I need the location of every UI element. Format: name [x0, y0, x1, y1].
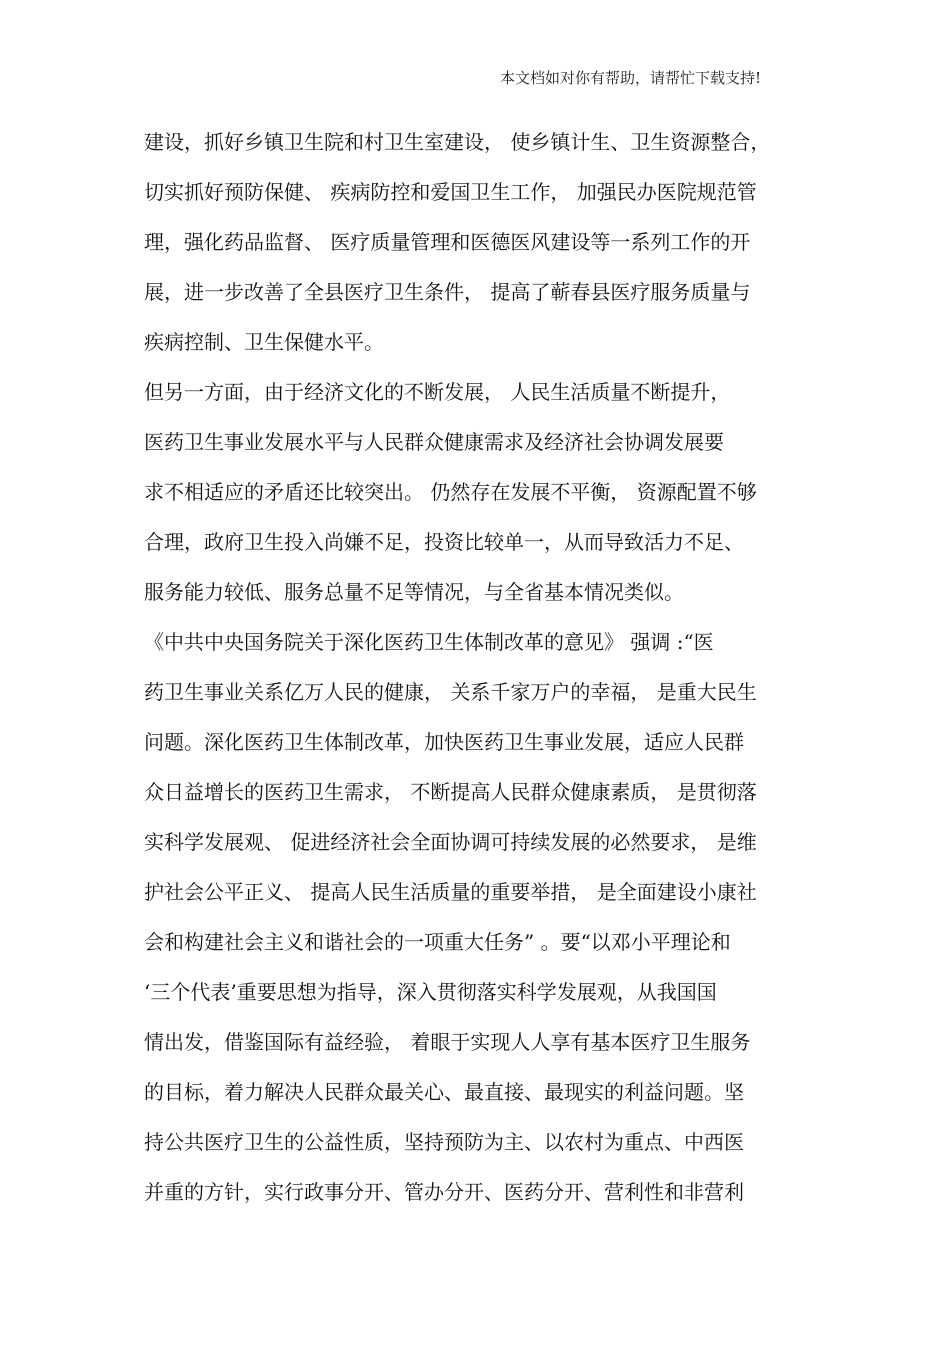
text-line: 医药卫生事业发展水平与人民群众健康需求及经济社会协调发展要	[144, 430, 724, 454]
text-line: 切实抓好预防保健、 疾病防控和爱国卫生工作， 加强民办医院规范管	[144, 180, 757, 204]
body-text	[144, 117, 814, 1217]
text-line: 持公共医疗卫生的公益性质，坚持预防为主、以农村为重点、中西医	[144, 1130, 744, 1154]
text-line: 并重的方针，实行政事分开、管办分开、医药分开、营利性和非营利	[144, 1180, 744, 1204]
text-line: 但另一方面，由于经济文化的不断发展， 人民生活质量不断提升，	[144, 380, 731, 404]
text-line: 建设，抓好乡镇卫生院和村卫生室建设， 使乡镇计生、卫生资源整合，	[144, 130, 771, 154]
text-line: 《中共中央国务院关于深化医药卫生体制改革的意见》 强调 :“医	[144, 630, 714, 654]
text-line: 众日益增长的医药卫生需求， 不断提高人民群众健康素质， 是贯彻落	[144, 780, 757, 804]
text-line: 服务能力较低、服务总量不足等情况，与全省基本情况类似。	[144, 580, 684, 604]
text-line: 问题。深化医药卫生体制改革，加快医药卫生事业发展，适应人民群	[144, 730, 744, 754]
text-line: 求不相适应的矛盾还比较突出。 仍然存在发展不平衡， 资源配置不够	[144, 480, 757, 504]
text-line: 理，强化药品监督、 医疗质量管理和医德医风建设等一系列工作的开	[144, 230, 751, 254]
text-line: ‘三个代表’重要思想为指导，深入贯彻落实科学发展观，从我国国	[144, 980, 717, 1004]
text-line: 护社会公平正义、 提高人民生活质量的重要举措， 是全面建设小康社	[144, 880, 757, 904]
text-line: 合理，政府卫生投入尚嫌不足，投资比较单一，从而导致活力不足、	[144, 530, 744, 554]
text-line: 的目标，着力解决人民群众最关心、最直接、最现实的利益问题。坚	[144, 1080, 744, 1104]
text-line: 展，进一步改善了全县医疗卫生条件， 提高了蕲春县医疗服务质量与	[144, 280, 751, 304]
text-line: 疾病控制、卫生保健水平。	[144, 330, 384, 354]
text-line: 实科学发展观、 促进经济社会全面协调可持续发展的必然要求， 是维	[144, 830, 757, 854]
text-line: 药卫生事业关系亿万人民的健康， 关系千家万户的幸福， 是重大民生	[144, 680, 757, 704]
header-note: 本文档如对你有帮助，请帮忙下载支持!	[500, 69, 762, 87]
text-line: 会和构建社会主义和谐社会的一项重大任务” 。要“以邓小平理论和	[144, 930, 731, 954]
text-line: 情出发，借鉴国际有益经验， 着眼于实现人人享有基本医疗卫生服务	[144, 1030, 751, 1054]
